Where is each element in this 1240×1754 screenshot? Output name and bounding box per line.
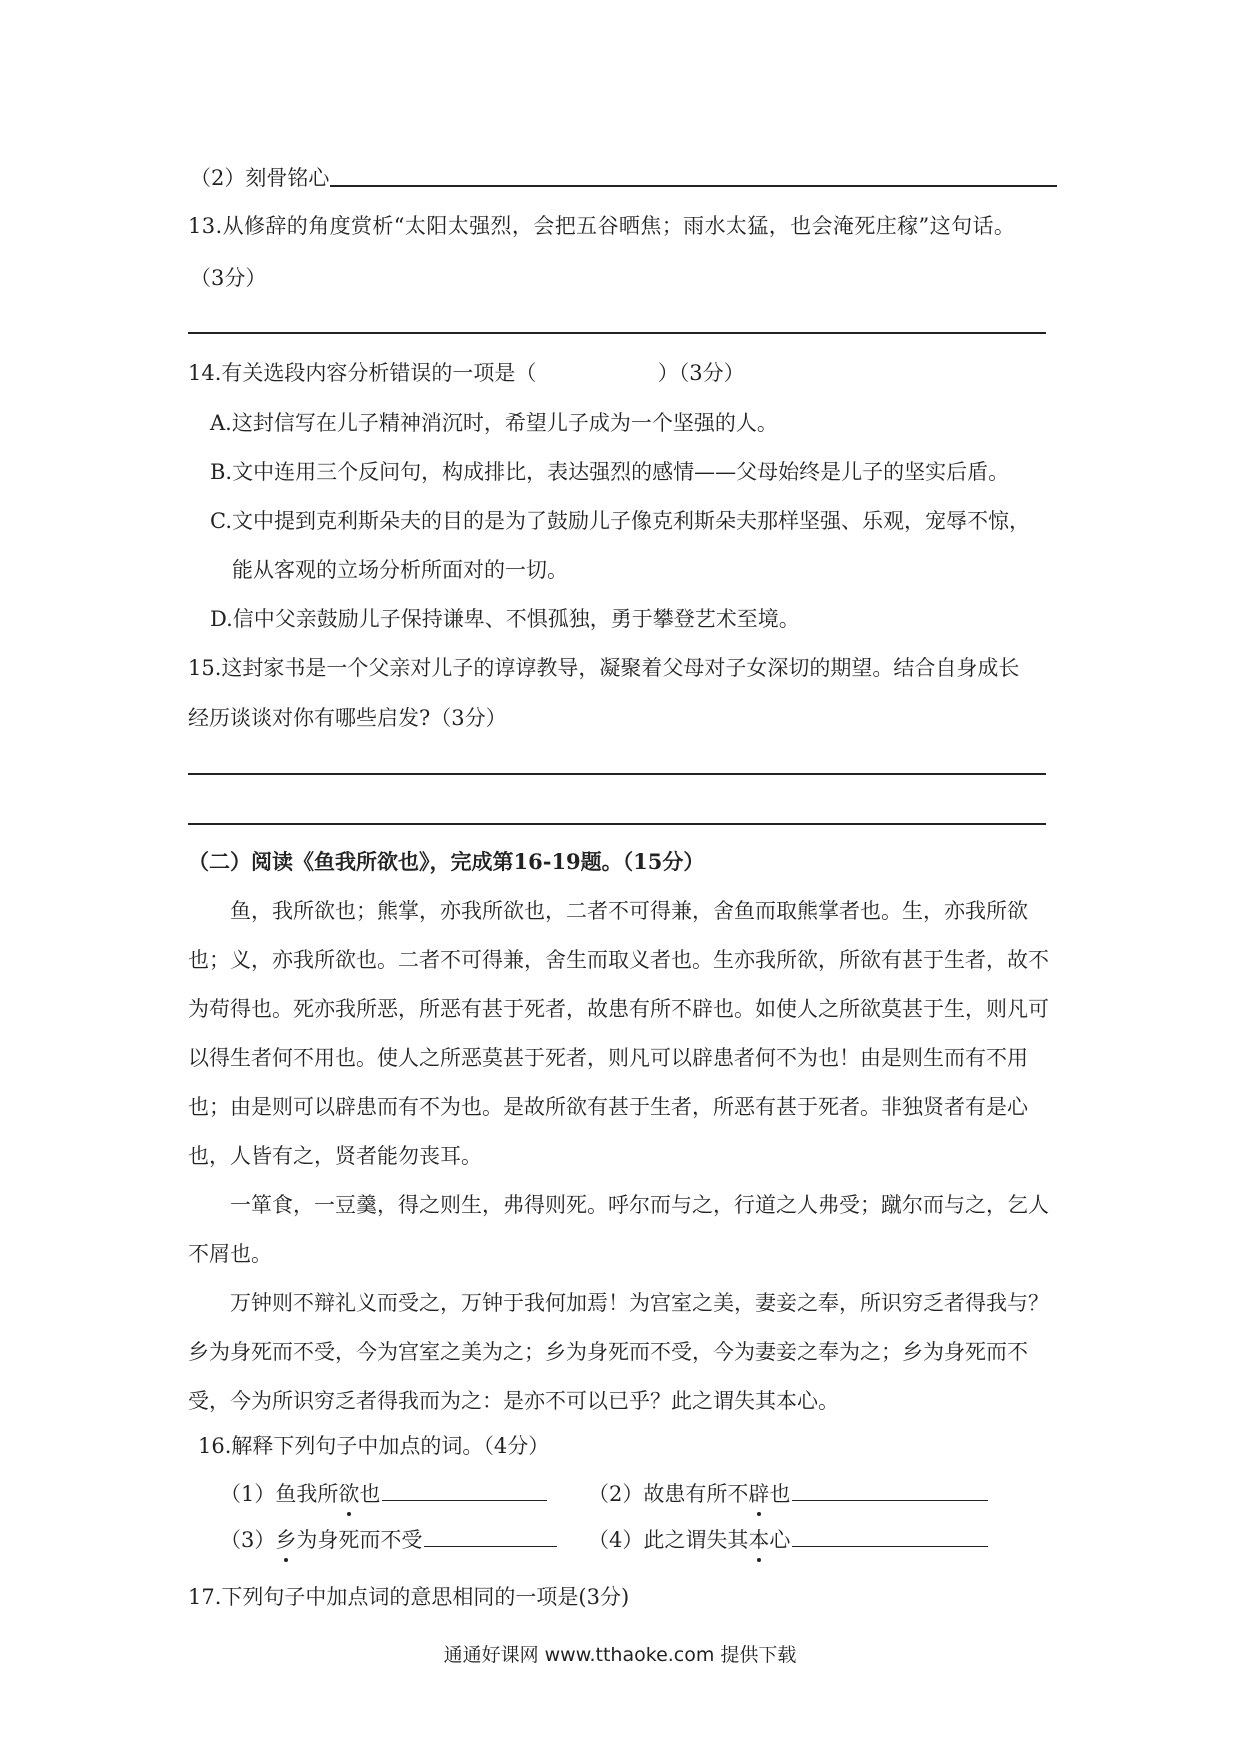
q14-option-d: D.信中父亲鼓励儿子保持谦卑、不惧孤独，勇于攀登艺术至境。 bbox=[210, 607, 800, 631]
q15-text-line2: 经历谈谈对你有哪些启发?（3分） bbox=[188, 706, 507, 730]
answer-line[interactable] bbox=[792, 1500, 988, 1501]
q13-text-line2: （3分） bbox=[190, 266, 267, 290]
q16-item-number: （4） bbox=[588, 1528, 644, 1552]
answer-line[interactable] bbox=[792, 1546, 988, 1547]
q15-text-line1: 15.这封家书是一个父亲对儿子的谆谆教导，凝聚着父母对子女深切的期望。结合自身成长 bbox=[188, 656, 1020, 680]
q12-item2 bbox=[190, 162, 329, 192]
section-heading: （二）阅读《鱼我所欲也》，完成第16-19题。（15分） bbox=[188, 849, 705, 874]
q16-item-text: 此之谓失其 bbox=[643, 1528, 749, 1552]
emphasis-dot-word: 本 bbox=[748, 1524, 769, 1554]
emphasis-dot-word: 乡 bbox=[275, 1524, 296, 1554]
q16-item-3 bbox=[220, 1524, 557, 1554]
answer-line[interactable] bbox=[382, 1500, 547, 1501]
q16-stem: 16.解释下列句子中加点的词。（4分） bbox=[198, 1434, 550, 1458]
q13-text-line1: 13.从修辞的角度赏析“太阳太强烈，会把五谷晒焦；雨水太猛，也会淹死庄稼”这句话。 bbox=[188, 214, 1016, 238]
q14-option-b: B.文中连用三个反问句，构成排比，表达强烈的感情——父母始终是儿子的坚实后盾。 bbox=[210, 460, 1010, 484]
q14-option-c-line1: C.文中提到克利斯朵夫的目的是为了鼓励儿子像克利斯朵夫那样坚强、乐观，宠辱不惊， bbox=[210, 509, 1030, 533]
passage bbox=[188, 887, 1058, 1426]
q16-item-text: 心 bbox=[769, 1528, 791, 1552]
q16-item-number: （1） bbox=[220, 1482, 276, 1506]
q16-item-number: （3） bbox=[220, 1528, 276, 1552]
passage-paragraph-1: 鱼，我所欲也；熊掌，亦我所欲也，二者不可得兼，舍鱼而取熊掌者也。生，亦我所欲也；义，亦我所欲也。二者不可得兼，舍生而取义者也。生亦我所欲，所欲有甚于生者，故不为苟得也。死亦我所恶，所恶有甚于死者，故患有所不辟也。如使人之所欲莫甚于生，则凡可以得生者何不用也。使人之所恶莫甚于死者，则凡可以辟患者何不为也！由是则生而有不用也；由是则可以辟患而有不为也。是故所欲有甚于生者，所恶有甚于死者。非独贤者有是心也，人皆有之，贤者能勿丧耳。 bbox=[188, 899, 1049, 1168]
footer-credit: 通通好课网 www.tthaoke.com 提供下载 bbox=[443, 1644, 797, 1666]
q12-item2-label: （2）刻骨铭心 bbox=[190, 166, 330, 190]
answer-line[interactable] bbox=[188, 773, 1046, 775]
q16-item-2 bbox=[588, 1478, 988, 1508]
q16-item-text: 为身死而不受 bbox=[296, 1528, 423, 1552]
q14-stem-b: ）（3分） bbox=[657, 361, 745, 385]
q16-item-text: 也 bbox=[769, 1482, 791, 1506]
q16-item-text: 故患有所不 bbox=[643, 1482, 749, 1506]
passage-paragraph-3: 万钟则不辩礼义而受之，万钟于我何加焉！为宫室之美，妻妾之奉，所识穷乏者得我与？乡为身死而不受，今为宫室之美为之；乡为身死而不受，今为妻妾之奉为之；乡为身死而不受，今为所识穷乏者得我而为之：是亦不可以已乎？此之谓失其本心。 bbox=[188, 1291, 1049, 1413]
q14-stem bbox=[188, 357, 745, 387]
emphasis-dot-word: 辟 bbox=[748, 1478, 769, 1508]
q16-item-text: 也 bbox=[359, 1482, 381, 1506]
answer-line[interactable] bbox=[330, 185, 1057, 187]
answer-line[interactable] bbox=[188, 332, 1046, 334]
q16-item-text: 鱼我所 bbox=[275, 1482, 339, 1506]
q16-item-4 bbox=[588, 1524, 988, 1554]
q14-option-a: A.这封信写在儿子精神消沉时，希望儿子成为一个坚强的人。 bbox=[210, 411, 778, 435]
answer-line[interactable] bbox=[188, 823, 1046, 825]
q16-item-1 bbox=[220, 1478, 547, 1508]
passage-paragraph-2: 一箪食，一豆羹，得之则生，弗得则死。呼尔而与之，行道之人弗受；蹴尔而与之，乞人不屑也。 bbox=[188, 1193, 1049, 1266]
emphasis-dot-word: 欲 bbox=[338, 1478, 359, 1508]
q14-option-c-line2: 能从客观的立场分析所面对的一切。 bbox=[232, 558, 568, 582]
q14-stem-a: 14.有关选段内容分析错误的一项是（ bbox=[188, 361, 537, 385]
q16-item-number: （2） bbox=[588, 1482, 644, 1506]
answer-line[interactable] bbox=[424, 1546, 557, 1547]
q17-stem: 17.下列句子中加点词的意思相同的一项是(3分) bbox=[188, 1585, 630, 1609]
